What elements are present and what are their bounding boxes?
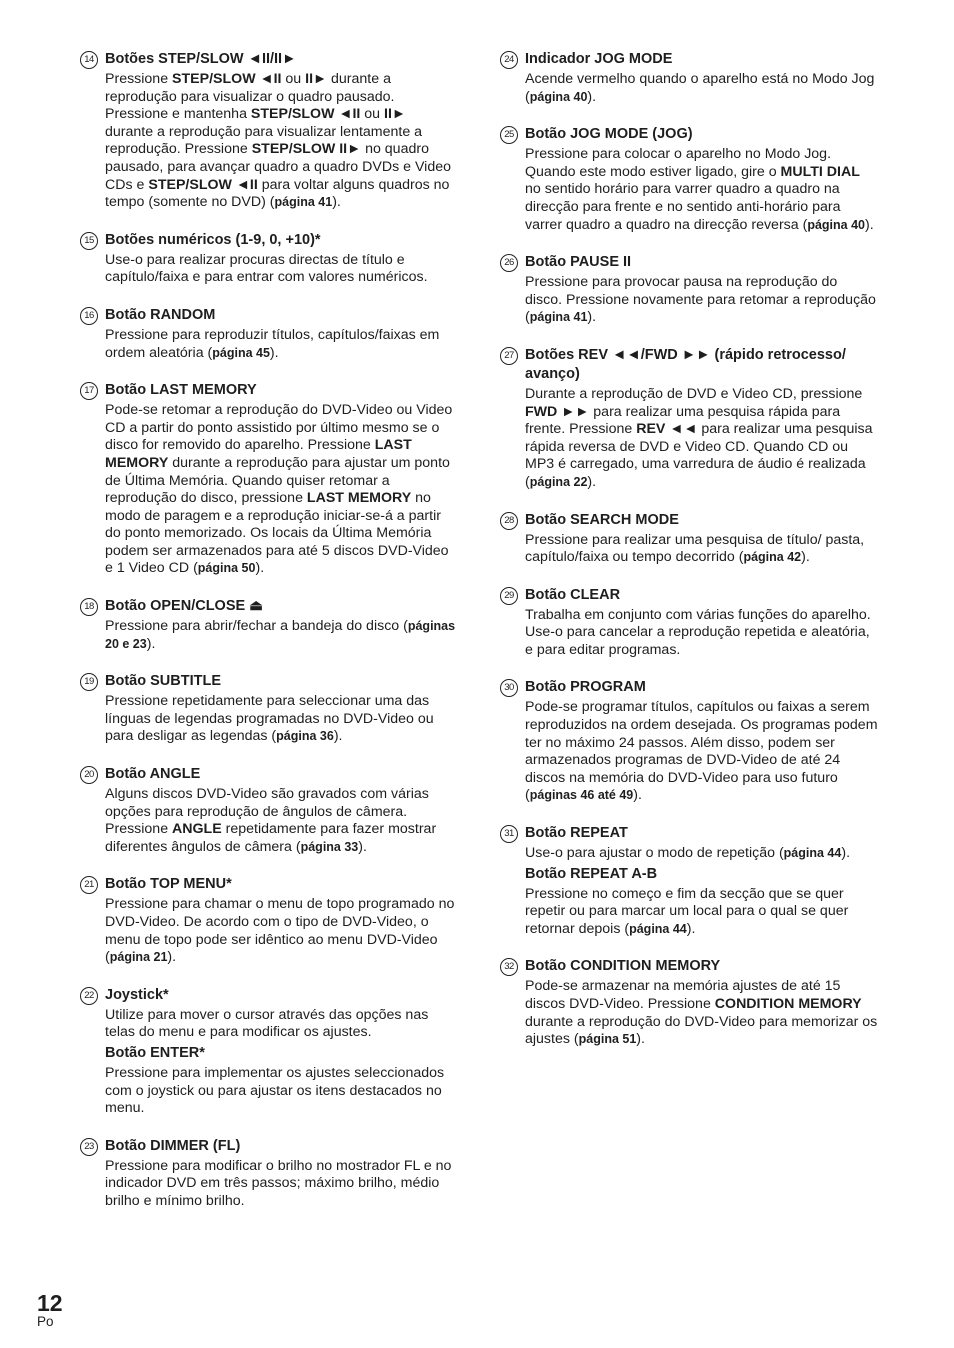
bold-term: II► — [305, 71, 328, 87]
body-text-run: ). — [269, 344, 279, 361]
page-reference: páginas 20 e 23 — [105, 619, 456, 651]
body-text-run: Pressione para chamar o menu de topo programado no DVD-Video. De acordo com o tipo de DVD-Video, o menu de topo pode ser idêntico ao menu DVD-Video ( — [105, 896, 455, 966]
item-21 — [80, 875, 456, 966]
item-32 — [500, 957, 878, 1048]
circled-number: 25 — [500, 126, 518, 144]
item-26 — [500, 253, 878, 327]
circled-number: 16 — [80, 307, 98, 325]
item-30 — [500, 678, 878, 805]
item-title: Botão REPEAT — [525, 825, 628, 842]
body-text-run: ). — [358, 838, 367, 855]
page-reference: página 51 — [578, 1032, 637, 1047]
circled-number: 21 — [80, 876, 98, 894]
body-text-run: Use-o para ajustar o modo de repetição ( — [525, 845, 784, 862]
item-subtitle: Botão ENTER* — [105, 1044, 205, 1061]
circled-number: 28 — [500, 512, 518, 530]
bold-term: LAST MEMORY — [306, 490, 412, 507]
item-18 — [80, 597, 456, 653]
item-description — [525, 607, 878, 660]
body-text-run: Pressione para provocar pausa na reprodução do disco. Pressione novamente para retomar a reprodução ( — [525, 274, 876, 326]
item-description — [525, 845, 878, 863]
page-reference: página 44 — [629, 921, 687, 936]
body-text-run: Utilize para mover o cursor através das opções nas telas do menu e para modificar os ajustes. — [105, 1006, 429, 1041]
item-23 — [80, 1137, 456, 1211]
body-text-run: no modo de paragem e a reprodução iniciar-se-á a partir do ponto memorizado. Os locais da Última Memória podem ser armazenados para até 5 discos DVD-Video e 1 Video CD ( — [105, 490, 449, 577]
item-description — [525, 386, 878, 492]
page-reference: página 42 — [743, 550, 802, 565]
bold-term: REV ◄◄ — [636, 421, 698, 438]
item-title: Botão CLEAR — [525, 586, 621, 603]
item-27 — [500, 346, 878, 492]
page-reference: página 22 — [529, 474, 588, 489]
item-title: Botão ANGLE — [105, 766, 201, 783]
item-description — [105, 1007, 456, 1042]
body-text-run: para realizar uma pesquisa rápida reversa de DVD e Video CD. Quando CD ou MP3 é carregado, uma varredura de áudio é realizada ( — [525, 421, 873, 490]
item-description — [525, 978, 878, 1048]
item-29 — [500, 586, 878, 660]
item-subtitle: Botão REPEAT A-B — [525, 865, 658, 882]
body-text-run: Use-o para realizar procuras directas de título e capítulo/faixa e para entrar com valores numéricos. — [105, 251, 428, 286]
item-title: Indicador JOG MODE — [525, 51, 673, 67]
circled-number: 27 — [500, 347, 518, 365]
body-text-run: no quadro pausado, para avançar quadro a quadro DVDs e Video CDs e — [105, 141, 451, 193]
body-text-run: repetidamente para fazer mostrar diferentes ângulos de câmera ( — [105, 821, 437, 855]
body-text-run: Trabalha em conjunto com várias funções do aparelho. Use-o para cancelar a reprodução repetida e aleatória, e para editar programas. — [525, 606, 871, 658]
body-text-run: Acende vermelho quando o aparelho está no Modo Jog ( — [525, 71, 875, 105]
body-text-run: ). — [686, 920, 696, 937]
item-14 — [80, 50, 456, 212]
bold-term: ANGLE — [172, 821, 222, 838]
item-title: Botão PAUSE II — [525, 254, 632, 271]
body-text-run: ou — [360, 106, 385, 123]
body-text-run: Pode-se retomar a reprodução do DVD-Video ou Video CD a partir do ponto assistido por último mesmo se o disco for removido do aparelho. Pressione — [105, 402, 453, 454]
body-text-run: Pressione para implementar os ajustes seleccionados com o joystick ou para ajustar os itens destacados no menu. — [105, 1064, 445, 1117]
item-description — [525, 274, 878, 327]
body-text-run: ). — [865, 216, 874, 233]
item-description — [105, 71, 456, 212]
bold-term: MULTI DIAL — [780, 163, 860, 180]
item-title: Botão JOG MODE (JOG) — [525, 126, 693, 143]
circled-number: 18 — [80, 598, 98, 616]
item-description — [105, 1158, 456, 1211]
circled-number: 24 — [500, 51, 518, 69]
bold-term: STEP/SLOW ◄II — [148, 176, 258, 193]
item-title: Botão TOP MENU* — [105, 876, 232, 893]
circled-number: 26 — [500, 254, 518, 272]
item-24 — [500, 50, 878, 106]
page-reference: página 41 — [274, 195, 333, 210]
body-text-run: Pressione — [105, 71, 173, 87]
page-language: Po — [37, 1314, 54, 1329]
page-reference: página 45 — [212, 345, 270, 360]
body-text-run: ). — [636, 1031, 645, 1048]
item-title: Botões numéricos (1-9, 0, +10)* — [105, 231, 321, 248]
item-title: Botão CONDITION MEMORY — [525, 958, 721, 975]
bold-term: STEP/SLOW II► — [251, 141, 362, 158]
body-text-run: no sentido horário para varrer quadro a quadro na direcção para frente e no sentido anti-horário para varrer quadro a quadro na direcção reversa ( — [525, 181, 841, 233]
item-description — [525, 699, 878, 805]
item-description — [105, 786, 456, 856]
body-text-run: Pressione no começo e fim da secção que se quer repetir ou para marcar um local para o qual se quer retornar depois ( — [525, 885, 849, 937]
item-description — [105, 402, 456, 578]
page-reference: página 36 — [276, 729, 334, 744]
body-text-run: Pressione repetidamente para seleccionar uma das línguas de legendas programadas no DVD-Video ou para desligar as legendas ( — [105, 693, 434, 745]
body-text-run: durante a reprodução do DVD-Video para memorizar os ajustes ( — [525, 1013, 878, 1048]
body-text-run: ). — [633, 787, 642, 804]
body-text-run: para realizar uma pesquisa rápida para frente. Pressione — [525, 403, 841, 438]
body-text-run: Pode-se armazenar na memória ajustes de até 15 discos DVD-Video. Pressione — [525, 978, 841, 1012]
item-title: Botão OPEN/CLOSE ⏏ — [105, 598, 263, 615]
bold-term: STEP/SLOW ◄II — [172, 71, 282, 87]
item-title: Joystick* — [105, 986, 169, 1003]
item-28 — [500, 511, 878, 567]
item-22 — [80, 986, 456, 1118]
body-text-run: Pressione para colocar o aparelho no Modo Jog. Quando este modo estiver ligado, gire o — [525, 146, 832, 180]
circled-number: 17 — [80, 382, 98, 400]
body-text-run: ). — [801, 549, 810, 566]
circled-number: 31 — [500, 825, 518, 843]
item-description — [525, 146, 878, 234]
body-text-run: Pode-se programar títulos, capítulos ou faixas a serem reproduzidos na ordem desejada. Os programas podem ter no máximo 24 passos. Além disso, podem ser armazenados programas de DVD-Video de até 24 discos na memória do DVD-Video para uso futuro ( — [525, 699, 878, 804]
body-text-run: Pressione para realizar uma pesquisa de título/ pasta, capítulo/faixa ou tempo decorrido ( — [525, 531, 865, 566]
body-text-run: ). — [587, 88, 597, 105]
item-title: Botão RANDOM — [105, 306, 216, 323]
item-description — [525, 71, 878, 106]
bold-term: II► — [384, 106, 406, 123]
circled-number: 29 — [500, 587, 518, 605]
bold-term: CONDITION MEMORY — [714, 996, 862, 1012]
page-number: 12 — [37, 1290, 63, 1316]
body-text-run: ). — [587, 309, 597, 326]
item-15 — [80, 231, 456, 287]
item-sub-description — [105, 1065, 456, 1118]
body-text-run: ). — [146, 635, 156, 652]
circled-number: 15 — [80, 232, 98, 250]
item-description — [105, 252, 456, 287]
page-reference: página 40 — [529, 89, 588, 104]
body-text-run: ). — [167, 949, 177, 966]
body-text-run: ). — [332, 194, 341, 211]
right-column — [500, 50, 878, 1068]
item-25 — [500, 125, 878, 234]
item-19 — [80, 672, 456, 746]
body-text-run: durante a reprodução para visualizar o quadro pausado. Pressione e mantenha — [105, 71, 395, 123]
body-text-run: Pressione para abrir/fechar a bandeja do disco ( — [105, 618, 408, 635]
item-title: Botões STEP/SLOW ◄II/II► — [105, 51, 297, 67]
body-text-run: ). — [333, 728, 343, 745]
circled-number: 22 — [80, 987, 98, 1005]
item-title: Botão PROGRAM — [525, 679, 646, 696]
body-text-run: Durante a reprodução de DVD e Video CD, pressione — [525, 385, 863, 402]
page-reference: página 41 — [529, 310, 588, 325]
left-column — [80, 50, 456, 1230]
item-description — [105, 693, 456, 746]
body-text-run: ). — [587, 473, 597, 490]
page-reference: página 40 — [807, 217, 865, 232]
item-17 — [80, 381, 456, 578]
item-16 — [80, 306, 456, 362]
item-sub-description — [525, 886, 878, 939]
body-text-run: Pressione para modificar o brilho no mostrador FL e no indicador DVD em três passos; máximo brilho, médio brilho e mínimo brilho. — [105, 1157, 452, 1209]
bold-term: STEP/SLOW ◄II — [250, 106, 361, 123]
page-reference: página 21 — [109, 950, 168, 965]
body-text-run: Pressione para reproduzir títulos, capítulos/faixas em ordem aleatória ( — [105, 326, 440, 361]
circled-number: 23 — [80, 1138, 98, 1156]
item-description — [105, 327, 456, 362]
item-description — [105, 896, 456, 966]
body-text-run: ). — [841, 845, 851, 862]
circled-number: 20 — [80, 766, 98, 784]
item-title: Botão LAST MEMORY — [105, 382, 257, 399]
page-reference: páginas 46 até 49 — [529, 788, 634, 803]
body-text-run: durante a reprodução para ajustar um ponto de Última Memória. Quando quiser retomar a reprodução do disco, pressione — [105, 454, 450, 507]
body-text-run: ). — [255, 560, 265, 577]
body-text-run: Alguns discos DVD-Video são gravados com várias opções para reprodução de ângulos de câmera. Pressione — [105, 786, 429, 838]
item-description — [105, 618, 456, 653]
circled-number: 19 — [80, 673, 98, 691]
item-title: Botão SUBTITLE — [105, 673, 221, 690]
circled-number: 30 — [500, 679, 518, 697]
bold-term: FWD ►► — [525, 403, 590, 420]
item-description — [525, 532, 878, 567]
bold-term: LAST MEMORY — [105, 437, 412, 471]
item-title: Botões REV ◄◄/FWD ►► (rápido retrocesso/ avanço) — [525, 346, 846, 382]
body-text-run: durante a reprodução para visualizar lentamente a reprodução. Pressione — [105, 123, 423, 158]
page-reference: página 44 — [783, 846, 842, 861]
circled-number: 14 — [80, 51, 98, 69]
item-31 — [500, 824, 878, 938]
body-text-run: ou — [281, 71, 306, 87]
item-20 — [80, 765, 456, 856]
circled-number: 32 — [500, 958, 518, 976]
item-title: Botão DIMMER (FL) — [105, 1137, 241, 1154]
page-reference: página 33 — [300, 839, 359, 854]
item-title: Botão SEARCH MODE — [525, 511, 679, 528]
page-reference: página 50 — [197, 561, 256, 576]
body-text-run: para voltar alguns quadros no tempo (somente no DVD) ( — [105, 176, 450, 211]
